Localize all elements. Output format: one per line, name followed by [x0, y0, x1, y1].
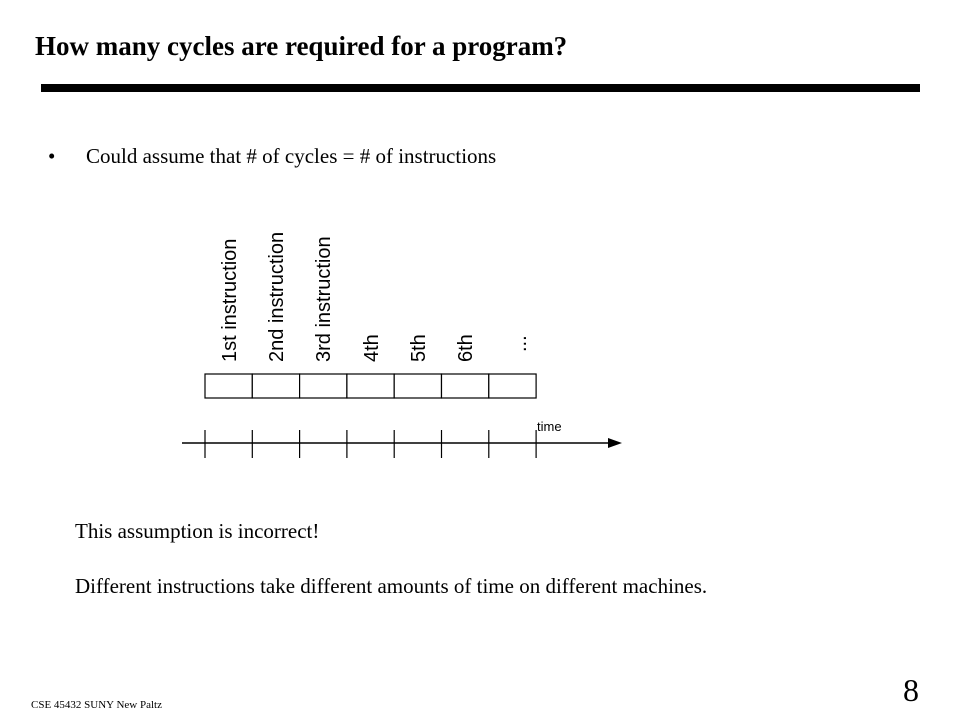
instruction-cells [205, 374, 536, 398]
page-number: 8 [903, 672, 919, 708]
instruction-label-6: 6th [455, 334, 477, 362]
slide-title: How many cycles are required for a program? [35, 31, 568, 61]
assumption-note: This assumption is incorrect! [75, 519, 320, 543]
time-axis-label: time [537, 419, 562, 434]
instruction-cell [489, 374, 536, 398]
instruction-cell [442, 374, 489, 398]
instruction-cell [347, 374, 394, 398]
instruction-label-1: 1st instruction [219, 238, 241, 362]
instruction-label-5: 5th [408, 334, 430, 362]
time-ticks [205, 430, 536, 458]
time-axis-arrowhead [608, 438, 622, 448]
instruction-cell [394, 374, 441, 398]
instruction-label-3: 3rd instruction [313, 236, 335, 362]
instruction-label-2: 2nd instruction [266, 231, 288, 362]
time-axis [182, 438, 622, 448]
footer-course: CSE 45432 SUNY New Paltz [31, 699, 162, 711]
explanation-note: Different instructions take different amounts of time on different machines. [75, 574, 708, 598]
instruction-label-4: 4th [361, 334, 383, 362]
bullet-text: Could assume that # of cycles = # of instructions [86, 144, 497, 168]
instruction-cell [300, 374, 347, 398]
instruction-cell [252, 374, 299, 398]
instruction-cell [205, 374, 252, 398]
bullet-marker: • [48, 144, 56, 168]
instruction-label-more: ... [509, 335, 531, 352]
